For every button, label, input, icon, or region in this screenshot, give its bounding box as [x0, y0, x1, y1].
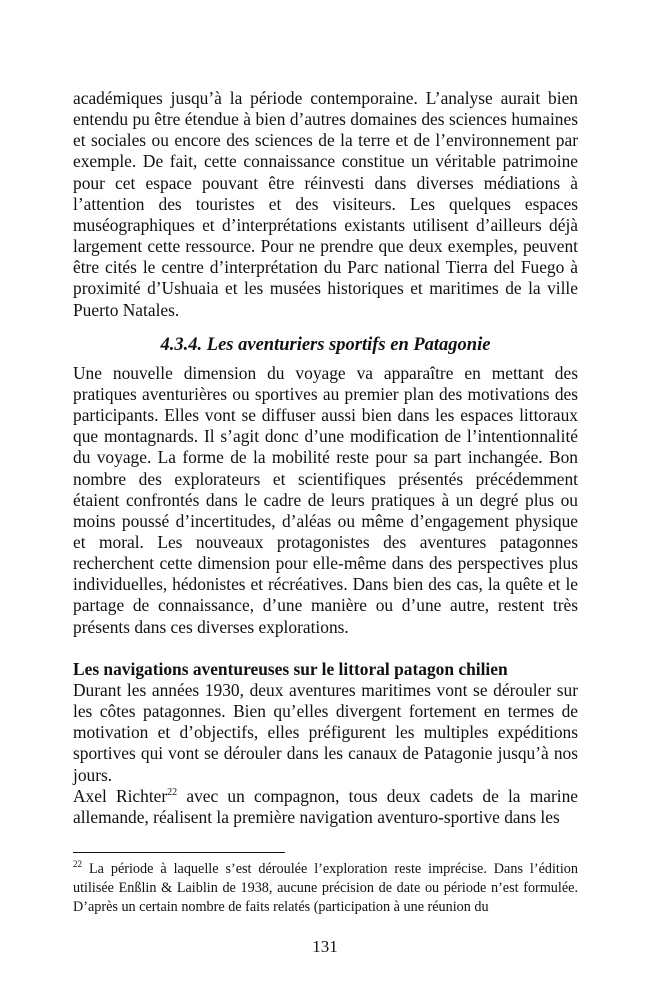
page-body	[73, 88, 578, 828]
footnote-separator	[73, 852, 285, 853]
footnote-reference[interactable]: 22	[167, 786, 178, 798]
section-heading: 4.3.4. Les aventuriers sportifs en Patagonie	[160, 334, 491, 355]
sub-paragraph-2-start: Axel Richter	[73, 785, 168, 806]
sub-paragraph-2-rest: avec un compagnon, tous deux cadets de la marine allemande, réalisent la première navigation aventuro-sportive dans les	[73, 785, 578, 827]
footnote-text: La période à laquelle s’est déroulée l’exploration reste imprécise. Dans l’édition utilisée Enßlin & Laiblin de 1938, aucune précision de date ou période n’est formulée. D’après un certain nombre de faits relatés (participation à une réunion du	[73, 861, 578, 916]
intro-paragraph: académiques jusqu’à la période contemporaine. L’analyse aurait bien entendu pu être étendue à bien d’autres domaines des sciences humaines et sociales ou encore des sciences de la terre et de l’environnement par exemple. De fait, cette connaissance constitue un véritable patrimoine pour cet espace pouvant être réinvesti dans diverses médiations à l’attention des touristes et des visiteurs. Les quelques espaces muséographiques et d’interprétations existants utilisent d’ailleurs déjà largement cette ressource. Pour ne prendre que deux exemples, peuvent être cités le centre d’interprétation du Parc national Tierra del Fuego à proximité d’Ushuaia et les musées historiques et maritimes de la ville Puerto Natales.	[73, 88, 578, 320]
sub-paragraph-2	[73, 786, 578, 828]
footnote	[73, 860, 578, 918]
section-paragraph: Une nouvelle dimension du voyage va apparaître en mettant des pratiques aventurières ou sportives au premier plan des motivations des participants. Elles vont se diffuser aussi bien dans les espaces littoraux que montagnards. Il s’agit donc d’une modification de l’intentionnalité du voyage. La forme de la mobilité reste pour sa part inchangée. Bon nombre des explorateurs et scientifiques présentés précédemment étaient confrontés dans le cadre de leurs pratiques à un degré plus ou moins poussé d’incertitudes, d’aléas ou même d’engagement physique et moral. Les nouveaux protagonistes des aventures patagonnes recherchent cette dimension pour elle-même dans des perspectives plus individuelles, hédonistes et récréatives. Dans bien des cas, la quête et le partage de connaissance, d’une manière ou d’une autre, restent très présents dans ces diverses explorations.	[73, 362, 578, 637]
footnote-number: 22	[73, 859, 82, 869]
sub-paragraph-1: Durant les années 1930, deux aventures maritimes vont se dérouler sur les côtes patagonnes. Bien qu’elles divergent fortement en termes de motivation et d’objectifs, elles préfigurent les multiples expéditions sportives qui vont se dérouler dans les canaux de Patagonie jusqu’à nos jours.	[73, 679, 578, 785]
page-number: 131	[312, 937, 338, 956]
sub-heading: Les navigations aventureuses sur le littoral patagon chilien	[73, 658, 508, 679]
